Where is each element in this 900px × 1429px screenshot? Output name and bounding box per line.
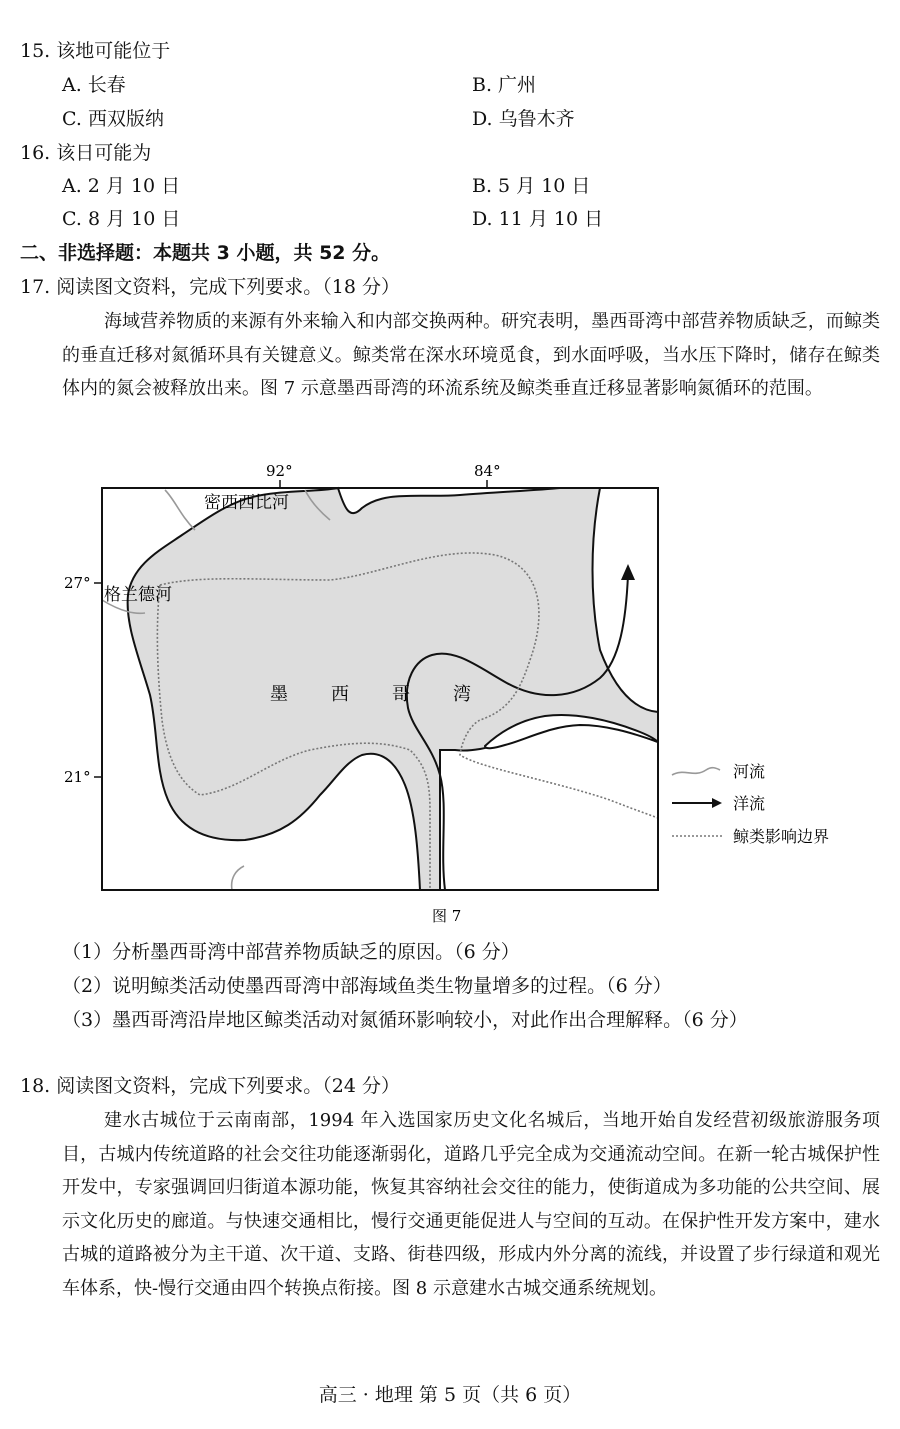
q16-option-a: A. 2 月 10 日 [62, 175, 181, 197]
legend-current-arrow [712, 798, 722, 808]
legend-boundary-label: 鲸类影响边界 [733, 827, 830, 846]
question-17-stem: 17. 阅读图文资料，完成下列要求。（18 分） [20, 276, 400, 298]
q17-sub-2: （2）说明鲸类活动使墨西哥湾中部海域鱼类生物量增多的过程。（6 分） [62, 975, 672, 997]
q17-sub-3: （3）墨西哥湾沿岸地区鲸类活动对氮循环影响较小，对此作出合理解释。（6 分） [62, 1009, 748, 1031]
legend-current-label: 洋流 [733, 794, 766, 813]
legend-river-symbol [672, 768, 720, 775]
q15-option-a: A. 长春 [62, 74, 126, 96]
mississippi-label: 密西西比河 [204, 493, 289, 513]
rio-grande-label: 格兰德河 [104, 585, 172, 605]
lon-label-92: 92° [266, 462, 293, 480]
q16-option-c: C. 8 月 10 日 [62, 208, 181, 230]
question-18-paragraph: 建水古城位于云南南部，1994 年入选国家历史文化名城后，当地开始自发经营初级旅游服务项目，古城内传统道路的社会交往功能逐渐弱化，道路几乎完全成为交通流动空间。在新一轮古城保护性开发中，专家强调回归街道本源功能，恢复其容纳社会交往的能力，使街道成为多功能的公共空间、展示文化历史的廊道。与快速交通相比，慢行交通更能促进人与空间的互动。在保护性开发方案中，建水古城的道路被分为主干道、次干道、支路、街巷四级，形成内外分离的流线，并设置了步行绿道和观光车体系，快-慢行交通由四个转换点衔接。图 8 示意建水古城交通系统规划。 [62, 1110, 880, 1299]
q16-option-d: D. 11 月 10 日 [472, 208, 604, 230]
q15-option-b: B. 广州 [472, 74, 537, 96]
gulf-label-char-2: 西 [331, 684, 349, 705]
legend-river-label: 河流 [733, 762, 766, 781]
page-footer: 高三 · 地理 第 5 页（共 6 页） [318, 1384, 582, 1406]
lat-label-27: 27° [64, 574, 91, 592]
q15-option-c: C. 西双版纳 [62, 108, 164, 130]
question-17-paragraph: 海域营养物质的来源有外来输入和内部交换两种。研究表明，墨西哥湾中部营养物质缺乏，而鲸类的垂直迁移对氮循环具有关键意义。鲸类常在深水环境觅食，到水面呼吸，当水压下降时，储存在鲸类体内的氮会被释放出来。图 7 示意墨西哥湾的环流系统及鲸类垂直迁移显著影响氮循环的范围。 [62, 311, 880, 399]
question-18-stem: 18. 阅读图文资料，完成下列要求。（24 分） [20, 1075, 400, 1097]
gulf-label-char-4: 湾 [453, 684, 471, 705]
gulf-of-mexico-map [0, 450, 900, 930]
figure-7 [0, 450, 900, 930]
question-16-stem: 16. 该日可能为 [20, 142, 152, 164]
q16-option-b: B. 5 月 10 日 [472, 175, 591, 197]
figure-caption: 图 7 [432, 907, 462, 925]
gulf-label-char-3: 哥 [392, 684, 410, 705]
gulf-label-char-1: 墨 [270, 684, 288, 705]
lon-label-84: 84° [474, 462, 501, 480]
section-heading: 二、非选择题：本题共 3 小题，共 52 分。 [20, 242, 391, 264]
q17-sub-1: （1）分析墨西哥湾中部营养物质缺乏的原因。（6 分） [62, 941, 520, 963]
lat-label-21: 21° [64, 768, 91, 786]
q15-option-d: D. 乌鲁木齐 [472, 108, 575, 130]
question-15-stem: 15. 该地可能位于 [20, 40, 171, 62]
